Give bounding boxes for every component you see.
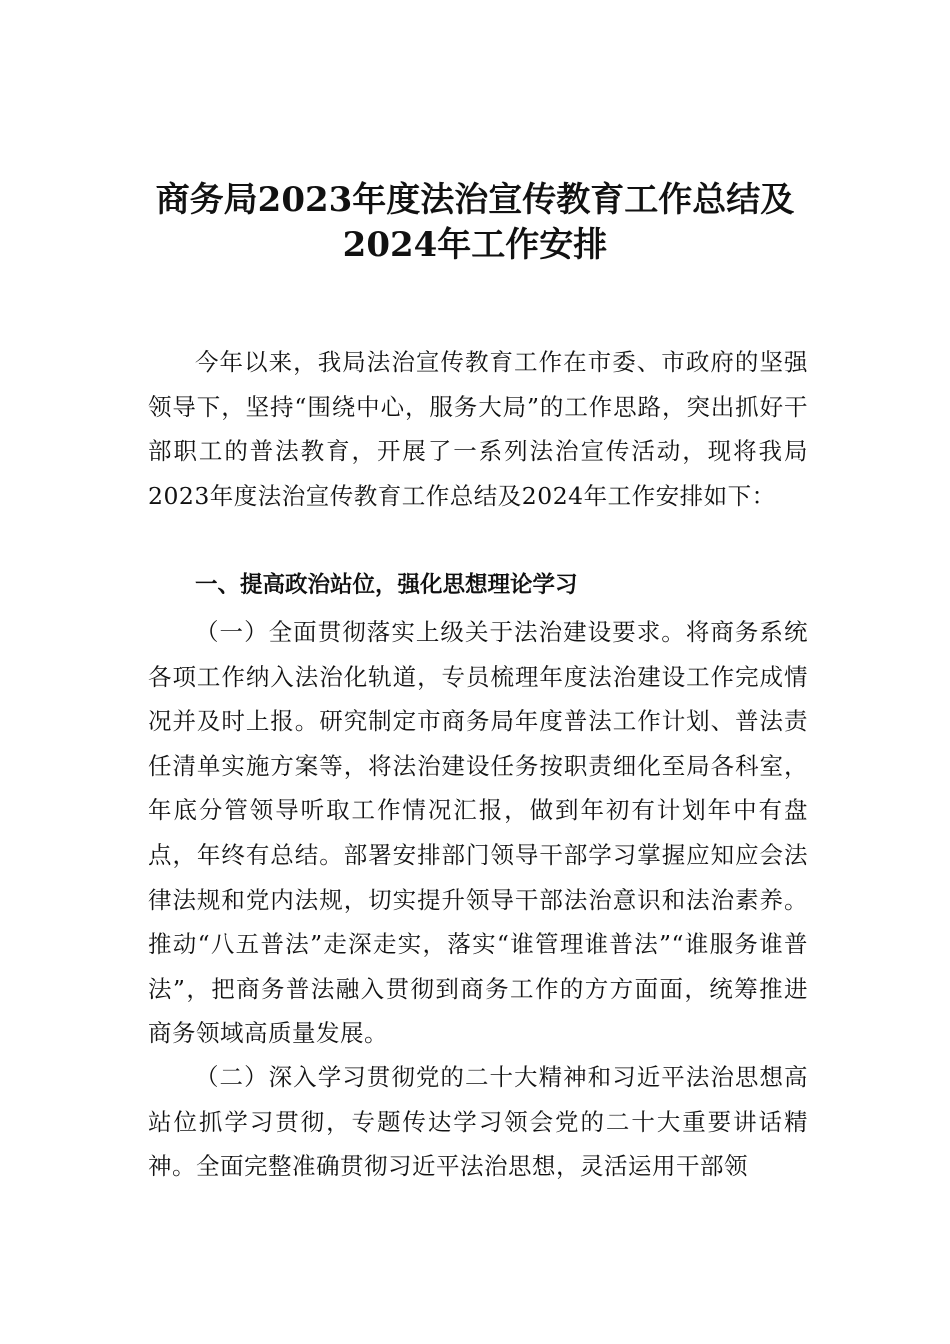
intro-paragraph: 今年以来，我局法治宣传教育工作在市委、市政府的坚强领导下，坚持“围绕中心，服务大局”的工作思路，突出抓好干部职工的普法教育，开展了一系列法治宣传活动，现将我局2023年度法治宣传教育工作总结及2024年工作安排如下：: [148, 348, 808, 510]
section1-paragraph-2: （二）深入学习贯彻党的二十大精神和习近平法治思想高站位抓学习贯彻，专题传达学习领会党的二十大重要讲话精神。全面完整准确贯彻习近平法治思想，灵活运用干部领: [148, 1063, 808, 1181]
document-title-line2: 2024年工作安排: [342, 225, 608, 265]
section1-paragraph-1: （一）全面贯彻落实上级关于法治建设要求。将商务系统各项工作纳入法治化轨道，专员梳理年度法治建设工作完成情况并及时上报。研究制定市商务局年度普法工作计划、普法责任清单实施方案等，将法治建设任务按职责细化至局各科室，年底分管领导听取工作情况汇报，做到年初有计划年中有盘点，年终有总结。部署安排部门领导干部学习掌握应知应会法律法规和党内法规，切实提升领导干部法治意识和法治素养。推动“八五普法”走深走实，落实“谁管理谁普法”“谁服务谁普法”，把商务普法融入贯彻到商务工作的方方面面，统筹推进商务领域高质量发展。: [148, 618, 808, 1048]
document-title-line1: 商务局2023年度法治宣传教育工作总结及: [155, 180, 795, 220]
section1-heading: 一、提高政治站位，强化思想理论学习: [195, 572, 578, 598]
